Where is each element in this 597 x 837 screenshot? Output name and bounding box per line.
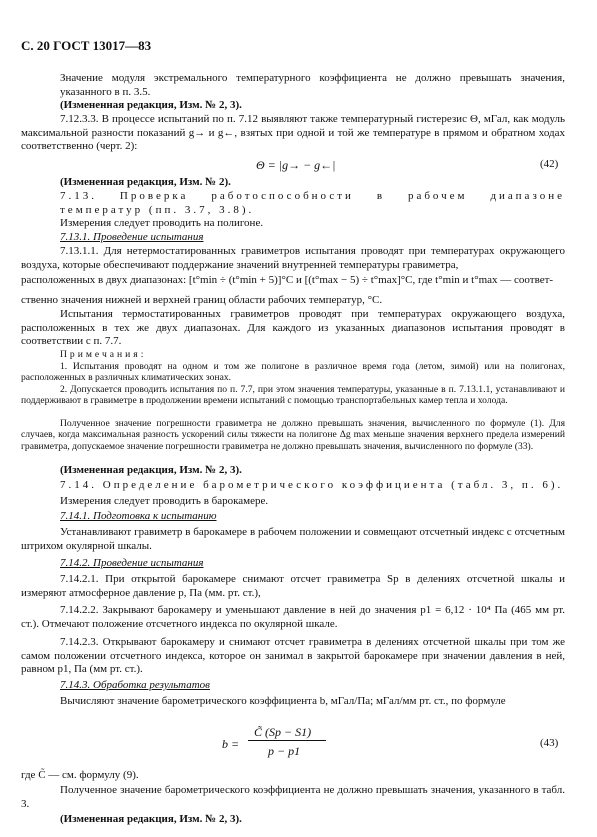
where-clause: где C̃ — см. формулу (9). <box>21 769 139 781</box>
paragraph-7-13-1-1-end: ственно значения нижней и верхней границ области рабочих температур, °С. <box>21 294 383 306</box>
amendment-note: (Измененная редакция, Изм. № 2, 3). <box>60 99 242 111</box>
amendment-note: (Измененная редакция, Изм. № 2, 3). <box>60 464 242 476</box>
paragraph-7-13-1-1-ranges: расположенных в двух диапазонах: [t°min ÷ (t°min + 5)]°С и [(t°max − 5) ÷ t°max]°С, где t°min и t°max — соответ- <box>21 274 554 286</box>
paragraph: Значение модуля экстремального температурного коэффициента не должно превышать значения, указанного в п. 3.5. <box>60 72 565 98</box>
formula-43-denominator: p − p1 <box>268 744 301 758</box>
equation-number-43: (43) <box>540 737 559 749</box>
subsection-title: 7.14.2. Проведение испытания <box>60 557 204 569</box>
fraction-bar <box>248 740 326 741</box>
paragraph: Полученное значение барометрического коэффициента не должно превышать значения, указанного в табл. 3. <box>21 784 565 810</box>
note-2: 2. Допускается проводить испытания по п. 7.7, при этом значения температуры, указанные в п. 7.13.1.1, устанавливают и поддерживают в гравиметре в продолжении времени испытаний с помощью транспортабельных камер тепла и холода. <box>21 384 565 407</box>
paragraph-7-14-2-1: 7.14.2.1. При открытой барокамере снимают отсчет гравиметра Sp в делениях отсчетной шкалы и измеряют атмосферное давление p, Па (мм. рт. ст.), <box>21 573 565 599</box>
equation-number-42: (42) <box>540 158 559 170</box>
section-7-14-title: 7.14. Определение барометрического коэффициента (табл. 3, п. 6). <box>60 479 564 491</box>
subsection-title: 7.14.3. Обработка результатов <box>60 679 210 691</box>
amendment-note: (Измененная редакция, Изм. № 2, 3). <box>60 813 242 825</box>
paragraph: Испытания термостатированных гравиметров проводят при температурах окружающего воздуха, расположенных в тех же двух диапазонах. Для каждого из указанных диапазонов испытания проводят в соответствии с п. 7.7. <box>21 308 565 348</box>
paragraph: Измерения следует проводить в барокамере. <box>60 495 269 507</box>
paragraph-7-14-2-3: 7.14.2.3. Открывают барокамеру и снимают отсчет гравиметра в делениях отсчетной шкалы при том же самом положении отсчетного индекса, которое он занимал в закрытой барокамере при значении давления в ней, равном p1, Па (мм рт. ст.). <box>21 636 565 676</box>
paragraph-7-13-1-1: 7.13.1.1. Для нетермостатированных гравиметров испытания проводят при температурах окружающего воздуха, которые обеспечивают поддержание значений внутренней температуры гравиметра, <box>21 245 565 271</box>
formula-43-numerator: C̃ (Sp − S1) <box>254 725 312 739</box>
amendment-note: (Измененная редакция, Изм. № 2). <box>60 176 231 188</box>
paragraph: Вычисляют значение барометрического коэффициента b, мГал/Па; мГал/мм рт. ст., по формуле <box>60 695 506 707</box>
formula-42: Θ = |g→ − g←| <box>256 158 336 172</box>
note-1: 1. Испытания проводят на одном и том же полигоне в различное время года (летом, зимой) или на полигонах, расположенных в различных климатических зонах. <box>21 361 565 384</box>
paragraph-7-12-3-3: 7.12.3.3. В процессе испытаний по п. 7.12 выявляют также температурный гистерезис Θ, мГал, как модуль максимальной разности показаний g→ и g←, взятых при одной и той же температуре в прямом и обратном ходах соответственно (черт. 2): <box>21 113 565 153</box>
section-7-13-title: 7.13. Проверка работоспособности в рабочем диапазоне температур (пп. 3.7, 3.8). <box>60 190 565 216</box>
formula-43-lhs: b = <box>222 737 240 751</box>
notes-heading: Примечания: <box>60 349 147 360</box>
subsection-title: 7.14.1. Подготовка к испытанию <box>60 510 217 522</box>
paragraph: Устанавливают гравиметр в барокамере в рабочем положении и совмещают отсчетный индекс с отсчетным штрихом окулярной шкалы. <box>21 526 565 552</box>
paragraph-7-14-2-2: 7.14.2.2. Закрывают барокамеру и уменьшают давление в ней до значения p1 = 6,12 · 10⁴ Па (465 мм рт. ст.). Отмечают положение отсчетного индекса по окулярной шкале. <box>21 604 565 630</box>
note-3: Полученное значение погрешности гравиметра не должно превышать значения, вычисленного по формуле (1). Для случаев, когда максимальная разность ускорений силы тяжести на полигоне Δg max меньше значения верхнего предела измерений гравиметра, допускаемое значение погрешности гравиметра не должно превышать значения, вычисленного по формуле (33). <box>21 418 565 452</box>
subsection-title: 7.13.1. Проведение испытания <box>60 231 204 243</box>
page-header: С. 20 ГОСТ 13017—83 <box>21 38 152 53</box>
paragraph: Измерения следует проводить на полигоне. <box>60 217 264 229</box>
